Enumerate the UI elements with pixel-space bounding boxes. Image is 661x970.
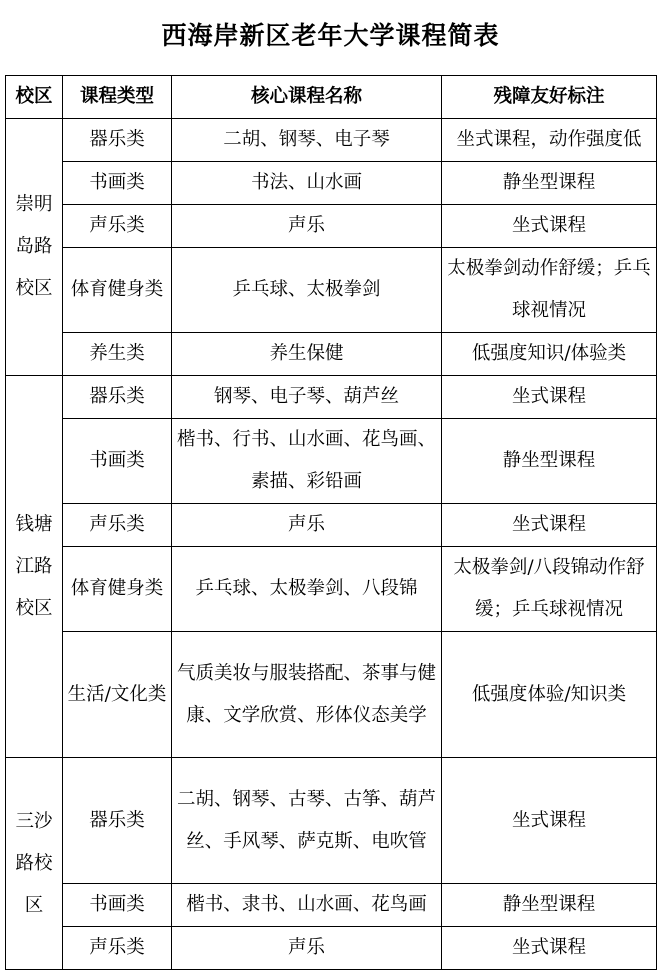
course-type-cell: 书画类 [63, 419, 172, 504]
courses-cell: 声乐 [172, 205, 442, 248]
courses-cell: 乒乓球、太极拳剑 [172, 248, 442, 333]
note-cell: 静坐型课程 [442, 162, 657, 205]
course-table [5, 75, 657, 970]
table-row [6, 419, 657, 504]
campus-name-line: 校区 [15, 597, 53, 619]
courses-cell: 楷书、行书、山水画、花鸟画、素描、彩铅画 [172, 419, 442, 504]
course-type-cell: 器乐类 [63, 119, 172, 162]
table-row [6, 547, 657, 632]
courses-cell: 声乐 [172, 927, 442, 970]
page-title: 西海岸新区老年大学课程简表 [161, 21, 500, 50]
note-cell: 坐式课程，动作强度低 [442, 119, 657, 162]
table-row [6, 333, 657, 376]
courses-cell: 气质美妆与服装搭配、茶事与健康、文学欣赏、形体仪态美学 [172, 632, 442, 758]
table-row [6, 248, 657, 333]
courses-cell: 养生保健 [172, 333, 442, 376]
note-cell: 坐式课程 [442, 376, 657, 419]
courses-cell: 二胡、钢琴、古琴、古筝、葫芦丝、手风琴、萨克斯、电吹管 [172, 758, 442, 884]
table-row [6, 504, 657, 547]
table-row [6, 205, 657, 248]
courses-cell: 二胡、钢琴、电子琴 [172, 119, 442, 162]
header-accessibility-note: 残障友好标注 [442, 76, 657, 119]
note-cell: 坐式课程 [442, 758, 657, 884]
note-cell: 低强度知识/体验类 [442, 333, 657, 376]
note-cell: 太极拳剑/八段锦动作舒缓；乒乓球视情况 [442, 547, 657, 632]
courses-cell: 书法、山水画 [172, 162, 442, 205]
table-row [6, 632, 657, 758]
note-cell: 坐式课程 [442, 205, 657, 248]
course-type-cell: 器乐类 [63, 376, 172, 419]
table-row [6, 119, 657, 162]
header-core-courses: 核心课程名称 [172, 76, 442, 119]
campus-name-line: 三沙 [15, 810, 53, 832]
course-type-cell: 生活/文化类 [63, 632, 172, 758]
course-type-cell: 声乐类 [63, 927, 172, 970]
course-type-cell: 声乐类 [63, 504, 172, 547]
table-row [6, 162, 657, 205]
note-cell: 坐式课程 [442, 504, 657, 547]
note-cell: 静坐型课程 [442, 884, 657, 927]
header-course-type: 课程类型 [63, 76, 172, 119]
table-row [6, 884, 657, 927]
course-type-cell: 书画类 [63, 162, 172, 205]
course-type-cell: 声乐类 [63, 205, 172, 248]
table-header-row [6, 76, 657, 119]
campus-name-line: 钱塘 [15, 513, 53, 535]
table-row [6, 927, 657, 970]
table-row [6, 758, 657, 884]
campus-cell [6, 119, 63, 376]
courses-cell: 乒乓球、太极拳剑、八段锦 [172, 547, 442, 632]
courses-cell: 楷书、隶书、山水画、花鸟画 [172, 884, 442, 927]
header-campus: 校区 [6, 76, 63, 119]
note-cell: 太极拳剑动作舒缓；乒乓球视情况 [442, 248, 657, 333]
campus-cell [6, 376, 63, 758]
note-cell: 低强度体验/知识类 [442, 632, 657, 758]
note-cell: 坐式课程 [442, 927, 657, 970]
campus-cell [6, 758, 63, 970]
campus-name-line: 岛路 [15, 236, 53, 257]
note-cell: 静坐型课程 [442, 419, 657, 504]
course-type-cell: 器乐类 [63, 758, 172, 884]
campus-name-line: 崇明 [15, 194, 53, 215]
courses-cell: 声乐 [172, 504, 442, 547]
course-type-cell: 体育健身类 [63, 248, 172, 333]
table-row [6, 376, 657, 419]
course-type-cell: 体育健身类 [63, 547, 172, 632]
campus-name-line: 校区 [15, 278, 53, 299]
course-type-cell: 书画类 [63, 884, 172, 927]
courses-cell: 钢琴、电子琴、葫芦丝 [172, 376, 442, 419]
campus-name-line: 区 [24, 894, 44, 916]
course-type-cell: 养生类 [63, 333, 172, 376]
campus-name-line: 路校 [15, 852, 53, 874]
campus-name-line: 江路 [15, 555, 53, 577]
